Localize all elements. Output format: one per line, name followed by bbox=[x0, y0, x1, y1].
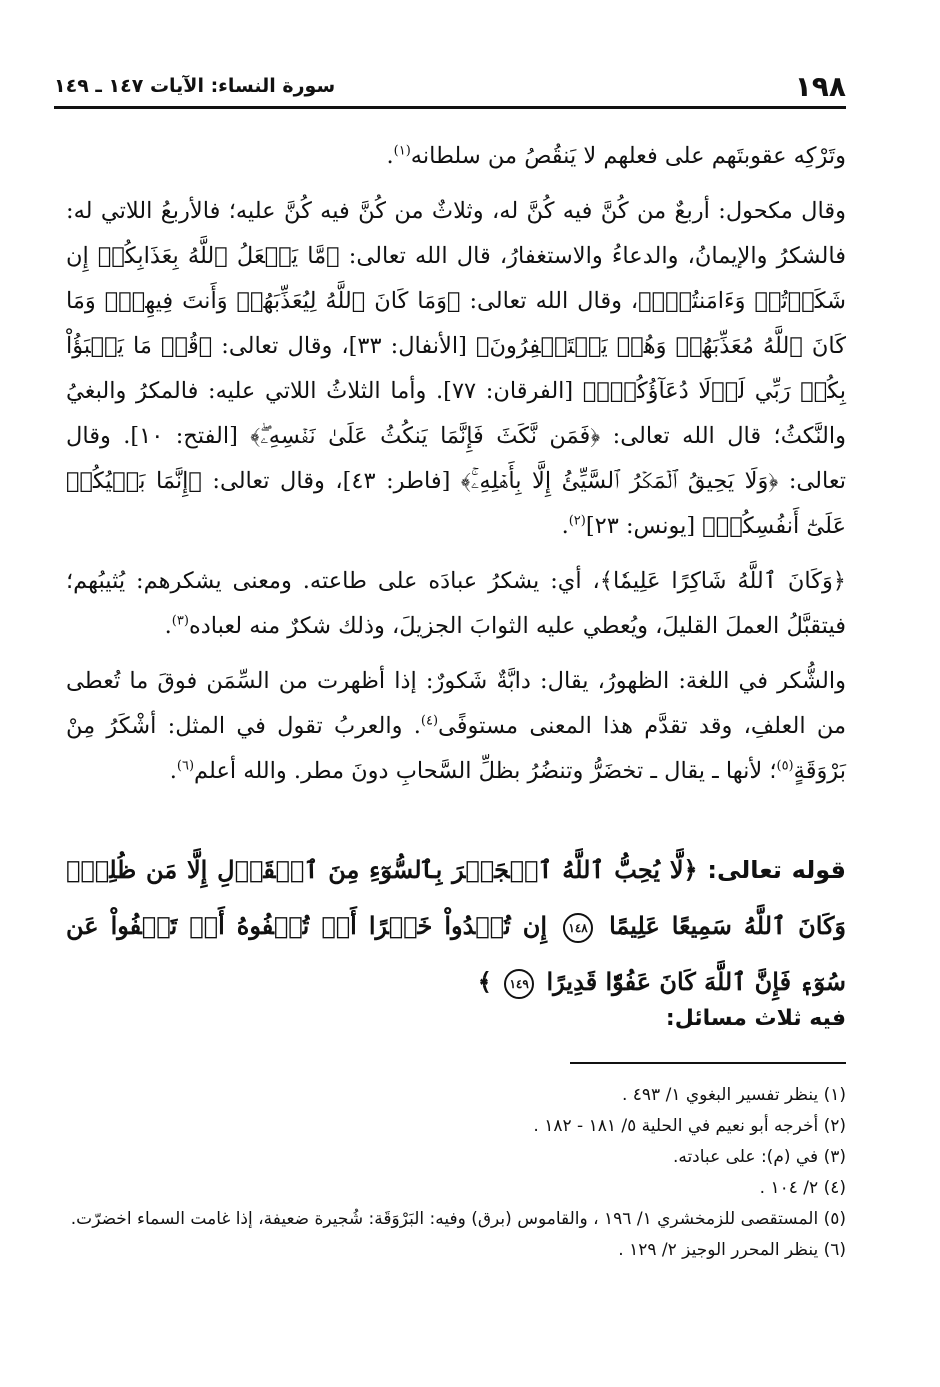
footnote: (٢) أخرجه أبو نعيم في الحلية ٥/ ١٨١ - ١٨٢ . bbox=[533, 1116, 846, 1136]
paragraph-text: وتَرْكِه عقوبتَهم على فعلهم لا يَنقُصُ من سلطانه bbox=[410, 143, 846, 169]
paragraph-end: . bbox=[169, 758, 177, 784]
quran-verse: إِن تُبۡدُواْ خَيۡرًا أَوۡ تُخۡفُوهُ أَوۡ تَعۡفُواْ عَن سُوٓءٖ فَإِنَّ ٱللَّهَ كَانَ عَفُوّٗا قَدِيرًا bbox=[66, 911, 846, 996]
page-header bbox=[54, 66, 846, 109]
footnote-ref: (٢) bbox=[568, 513, 586, 529]
paragraph-text: ؛ لأنها ـ يقال ـ تخضَرُّ وتنضُرُ بظلِّ السَّحابِ دونَ مطر. والله أعلم bbox=[194, 758, 777, 784]
verse-close-bracket: ﴾ bbox=[477, 967, 492, 996]
footnote-ref: (٥) bbox=[776, 758, 794, 774]
quran-verse: ﴿لَّا يُحِبُّ ٱللَّهُ ٱلۡجَهۡرَ بِٱلسُّوٓءِ مِنَ ٱلۡقَوۡلِ إِلَّا مَن ظُلِمَۚ وَكَانَ ٱللَّهُ سَمِيعًا عَلِيمًا bbox=[66, 855, 847, 940]
paragraph-text: ﴿وَكَانَ ٱللَّهُ شَاكِرًا عَلِيمٗا﴾، أي: يشكرُ عبادَه على طاعته. ومعنى يشكرهم: يُثيبُهم؛ فيتقبَّلُ العملَ القليلَ، ويُعطي عليه الثوابَ الجزيلَ، وذلك شكرٌ منه لعباده bbox=[66, 568, 846, 639]
footnote: (٥) المستقصى للزمخشري ١/ ١٩٦ ، والقاموس (برق) وفيه: البَرْوَقَة: شُجيرة ضعيفة، إذا غامت السماء اخضرّت. bbox=[70, 1209, 846, 1229]
verse-intro: قوله تعالى: bbox=[707, 856, 846, 884]
footnote-ref: (٦) bbox=[176, 758, 195, 774]
paragraph-text: . والعربُ تقول في المثل: أشْكَرُ مِنْ بَرْوَقَةٍ bbox=[66, 713, 846, 784]
issues-heading: فيه ثلاث مسائل: bbox=[665, 1006, 846, 1031]
paragraph bbox=[66, 559, 846, 649]
running-title: سورة النساء: الآيات ١٤٧ ـ ١٤٩ bbox=[54, 75, 336, 97]
verse-section bbox=[66, 842, 846, 1010]
paragraph-text: وقال مكحول: أربعٌ من كُنَّ فيه كُنَّ له، وثلاثٌ من كُنَّ فيه كُنَّ عليه؛ فالأربعُ اللاتي له: فالشكرُ والإيمانُ، والدعاءُ والاستغفارُ، قال الله تعالى: ﴿مَّا يَفۡعَلُ ٱللَّهُ بِعَذَابِكُمۡ إِن شَكَرۡتُمۡ وَءَامَنتُمۡۚ﴾، وقال الله تعالى: ﴿وَمَا كَانَ ٱللَّهُ لِيُعَذِّبَهُمۡ وَأَنتَ فِيهِمۡۚ وَمَا كَانَ ٱللَّهُ مُعَذِّبَهُمۡ وَهُمۡ يَسۡتَغۡفِرُونَ﴾ [الأنفال: ٣٣]، وقال تعالى: ﴿قُلۡ مَا يَعۡبَؤُاْ بِكُمۡ رَبِّي لَوۡلَا دُعَآؤُكُمۡۖ﴾ [الفرقان: ٧٧]. وأما الثلاثُ اللاتي عليه: فالمكرُ والبغيُ والنَّكثُ؛ قال الله تعالى: ﴿فَمَن نَّكَثَ فَإِنَّمَا يَنكُثُ عَلَىٰ نَفۡسِهِۦۖ﴾ [الفتح: ١٠]. وقال تعالى: ﴿وَلَا يَحِيقُ ٱلۡمَكۡرُ ٱلسَّيِّئُ إِلَّا بِأَهۡلِهِۦۚ﴾ [فاطر: ٤٣]، وقال تعالى: ﴿إِنَّمَا بَغۡيُكُمۡ عَلَىٰٓ أَنفُسِكُمۖ﴾ [يونس: ٢٣] bbox=[66, 198, 847, 539]
paragraph bbox=[66, 659, 846, 794]
page-number: ١٩٨ bbox=[794, 69, 846, 103]
commentary-body bbox=[66, 134, 846, 804]
footnote-ref: (٣) bbox=[171, 613, 189, 629]
footnote-ref: (١) bbox=[393, 143, 411, 159]
paragraph-end: . bbox=[386, 143, 394, 169]
footnote: (١) ينظر تفسير البغوي ١/ ٤٩٣ . bbox=[621, 1085, 846, 1105]
footnote-divider bbox=[570, 1062, 846, 1064]
ayah-number-marker: ١٤٨ bbox=[563, 913, 593, 943]
footnote: (٦) ينظر المحرر الوجيز ٢/ ١٢٩ . bbox=[618, 1240, 846, 1260]
paragraph bbox=[66, 189, 846, 549]
footnote-ref: (٤) bbox=[420, 713, 439, 729]
paragraph-end: . bbox=[561, 513, 569, 539]
paragraph-end: . bbox=[164, 613, 172, 639]
paragraph bbox=[66, 134, 846, 179]
ayah-number-marker: ١٤٩ bbox=[504, 969, 534, 999]
footnotes bbox=[66, 1080, 846, 1266]
paragraph-text: والشُّكر في اللغة: الظهورُ، يقال: دابَّةٌ شَكورٌ: إذا أظهرت من السِّمَن فوقَ ما تُعطى من العلفِ، وقد تقدَّم هذا المعنى مستوفًى bbox=[66, 668, 847, 739]
footnote: (٣) في (م): على عبادته. bbox=[672, 1147, 846, 1167]
footnote: (٤) ٢/ ١٠٤ . bbox=[759, 1178, 846, 1198]
